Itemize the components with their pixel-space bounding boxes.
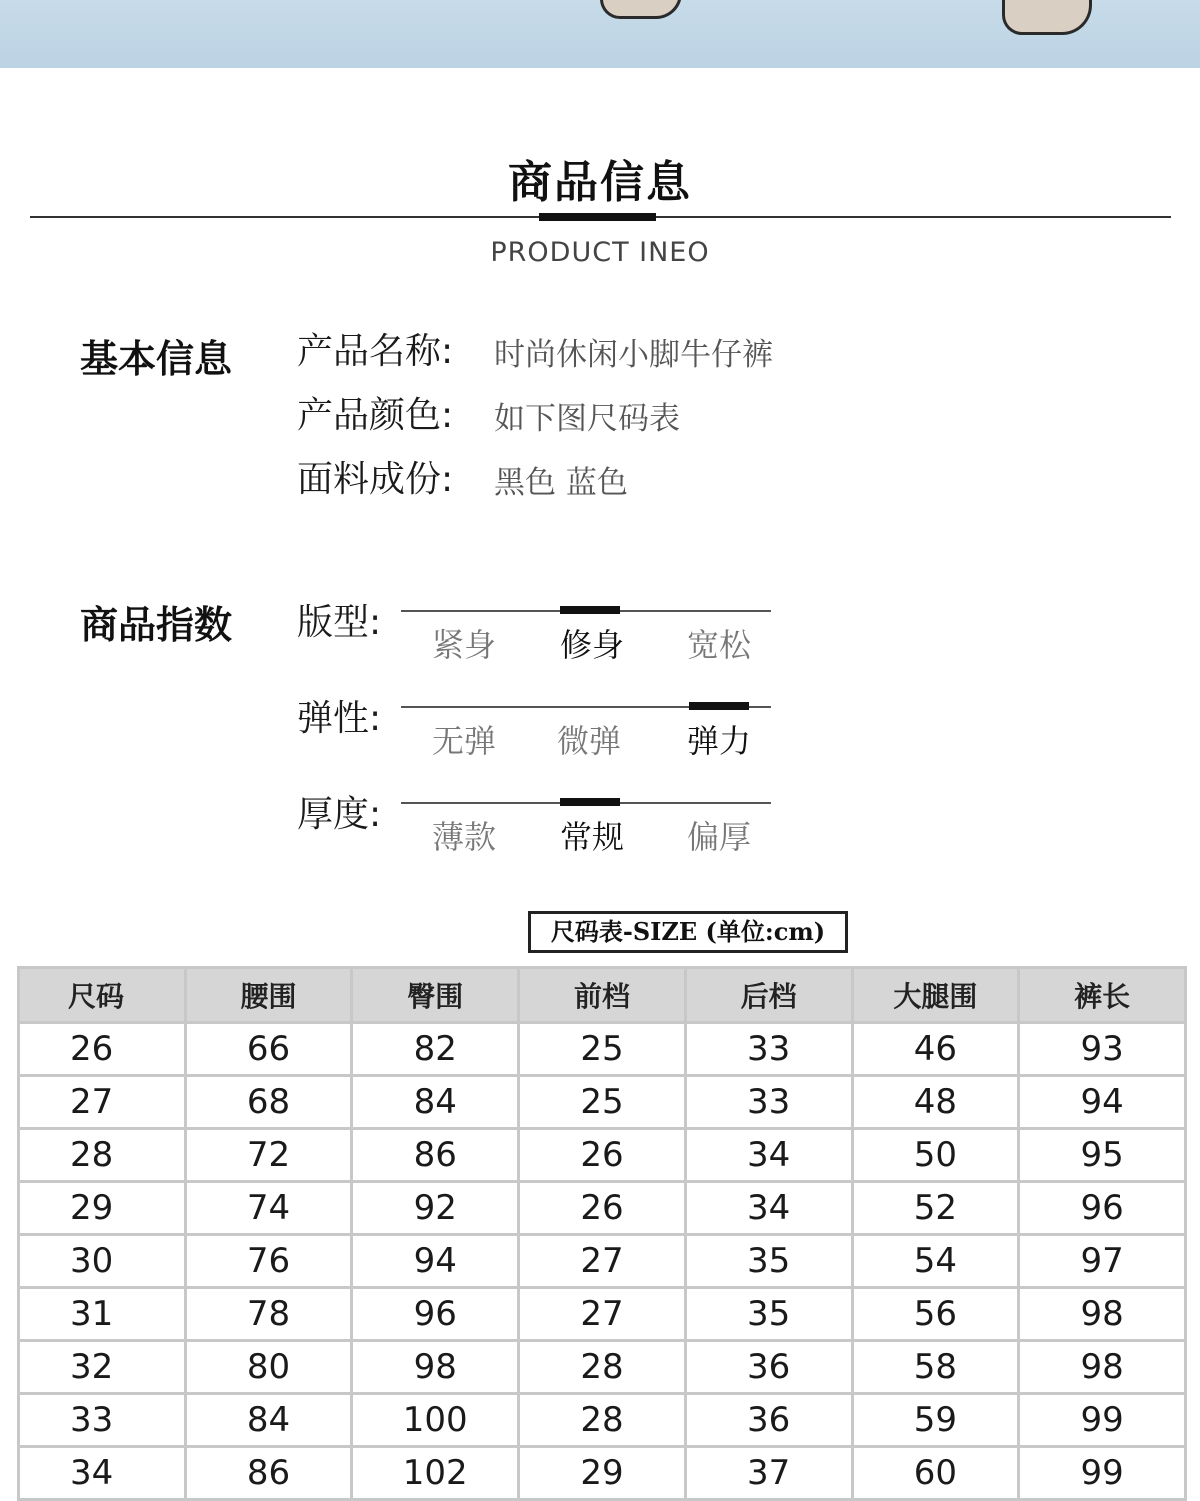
index-option-selected: 常规 <box>560 818 625 856</box>
index-label: 弹性: <box>297 698 382 739</box>
table-cell: 100 <box>352 1394 519 1447</box>
table-cell: 25 <box>519 1076 686 1129</box>
table-cell: 33 <box>685 1076 852 1129</box>
table-cell: 60 <box>852 1447 1019 1500</box>
column-header-thigh: 大腿围 <box>852 968 1019 1023</box>
index-option: 微弹 <box>557 722 622 760</box>
table-cell: 26 <box>19 1023 186 1076</box>
size-chart-caption: 尺码表-SIZE (单位:cm) <box>528 911 848 953</box>
table-cell: 102 <box>352 1447 519 1500</box>
table-cell: 27 <box>19 1076 186 1129</box>
size-table <box>17 966 1187 1501</box>
table-cell: 26 <box>519 1129 686 1182</box>
table-cell: 86 <box>185 1447 352 1500</box>
table-cell: 58 <box>852 1341 1019 1394</box>
info-value: 如下图尺码表 <box>494 401 680 437</box>
table-cell: 33 <box>19 1394 186 1447</box>
info-value: 时尚休闲小脚牛仔裤 <box>494 337 773 373</box>
table-cell: 94 <box>352 1235 519 1288</box>
table-row <box>19 1076 1186 1129</box>
table-cell: 28 <box>19 1129 186 1182</box>
index-row-elasticity <box>297 690 777 770</box>
section-subtitle: PRODUCT INEO <box>490 237 710 268</box>
table-cell: 31 <box>19 1288 186 1341</box>
table-cell: 48 <box>852 1076 1019 1129</box>
column-header-length: 裤长 <box>1019 968 1186 1023</box>
table-cell: 74 <box>185 1182 352 1235</box>
column-header-front-rise: 前档 <box>519 968 686 1023</box>
index-option-selected: 弹力 <box>687 722 752 760</box>
table-row <box>19 1182 1186 1235</box>
table-cell: 32 <box>19 1341 186 1394</box>
index-row-thickness <box>297 786 777 866</box>
table-cell: 80 <box>185 1341 352 1394</box>
table-cell: 33 <box>685 1023 852 1076</box>
index-row-fit <box>297 594 777 674</box>
indices-heading: 商品指数 <box>80 603 233 647</box>
table-row <box>19 1341 1186 1394</box>
table-cell: 25 <box>519 1023 686 1076</box>
table-cell: 26 <box>519 1182 686 1235</box>
product-photo-banner <box>0 0 1200 68</box>
title-accent-bar <box>539 213 656 221</box>
size-table-header-row <box>19 968 1186 1023</box>
index-selected-marker <box>560 798 620 806</box>
table-row <box>19 1394 1186 1447</box>
index-option: 偏厚 <box>687 818 752 856</box>
table-cell: 36 <box>685 1394 852 1447</box>
index-option: 无弹 <box>432 722 497 760</box>
info-label: 产品颜色: <box>297 395 454 436</box>
basic-info-heading: 基本信息 <box>80 337 233 381</box>
table-cell: 52 <box>852 1182 1019 1235</box>
column-header-waist: 腰围 <box>185 968 352 1023</box>
info-label: 产品名称: <box>297 331 454 372</box>
table-cell: 35 <box>685 1235 852 1288</box>
table-cell: 93 <box>1019 1023 1186 1076</box>
table-cell: 27 <box>519 1288 686 1341</box>
table-cell: 46 <box>852 1023 1019 1076</box>
table-cell: 34 <box>19 1447 186 1500</box>
table-cell: 82 <box>352 1023 519 1076</box>
table-cell: 50 <box>852 1129 1019 1182</box>
table-cell: 66 <box>185 1023 352 1076</box>
table-cell: 97 <box>1019 1235 1186 1288</box>
index-selected-marker <box>689 702 749 710</box>
section-title: 商品信息 <box>508 157 692 208</box>
table-cell: 35 <box>685 1288 852 1341</box>
table-cell: 76 <box>185 1235 352 1288</box>
table-row <box>19 1447 1186 1500</box>
table-cell: 98 <box>1019 1341 1186 1394</box>
column-header-hip: 臀围 <box>352 968 519 1023</box>
table-cell: 59 <box>852 1394 1019 1447</box>
table-cell: 30 <box>19 1235 186 1288</box>
index-option: 薄款 <box>432 818 497 856</box>
index-option: 宽松 <box>687 626 752 664</box>
table-cell: 98 <box>1019 1288 1186 1341</box>
table-cell: 99 <box>1019 1394 1186 1447</box>
table-cell: 54 <box>852 1235 1019 1288</box>
shoe-left <box>600 0 682 19</box>
table-cell: 72 <box>185 1129 352 1182</box>
index-selected-marker <box>560 606 620 614</box>
table-cell: 78 <box>185 1288 352 1341</box>
info-label: 面料成份: <box>297 459 454 500</box>
table-cell: 37 <box>685 1447 852 1500</box>
table-row <box>19 1129 1186 1182</box>
table-cell: 34 <box>685 1182 852 1235</box>
table-cell: 28 <box>519 1341 686 1394</box>
table-row <box>19 1235 1186 1288</box>
index-label: 版型: <box>297 602 382 643</box>
table-cell: 34 <box>685 1129 852 1182</box>
table-cell: 27 <box>519 1235 686 1288</box>
index-label: 厚度: <box>297 794 382 835</box>
column-header-back-rise: 后档 <box>685 968 852 1023</box>
table-cell: 96 <box>352 1288 519 1341</box>
column-header-size: 尺码 <box>19 968 186 1023</box>
table-cell: 92 <box>352 1182 519 1235</box>
table-cell: 28 <box>519 1394 686 1447</box>
table-cell: 86 <box>352 1129 519 1182</box>
table-cell: 56 <box>852 1288 1019 1341</box>
table-cell: 84 <box>185 1394 352 1447</box>
shoe-right <box>1002 0 1092 35</box>
table-cell: 36 <box>685 1341 852 1394</box>
table-cell: 98 <box>352 1341 519 1394</box>
table-cell: 29 <box>19 1182 186 1235</box>
table-row <box>19 1023 1186 1076</box>
index-option: 紧身 <box>432 626 497 664</box>
info-value: 黑色 蓝色 <box>494 465 628 501</box>
table-row <box>19 1288 1186 1341</box>
index-option-selected: 修身 <box>560 626 625 664</box>
table-cell: 99 <box>1019 1447 1186 1500</box>
table-cell: 94 <box>1019 1076 1186 1129</box>
table-cell: 96 <box>1019 1182 1186 1235</box>
table-cell: 84 <box>352 1076 519 1129</box>
table-cell: 29 <box>519 1447 686 1500</box>
table-cell: 95 <box>1019 1129 1186 1182</box>
table-cell: 68 <box>185 1076 352 1129</box>
